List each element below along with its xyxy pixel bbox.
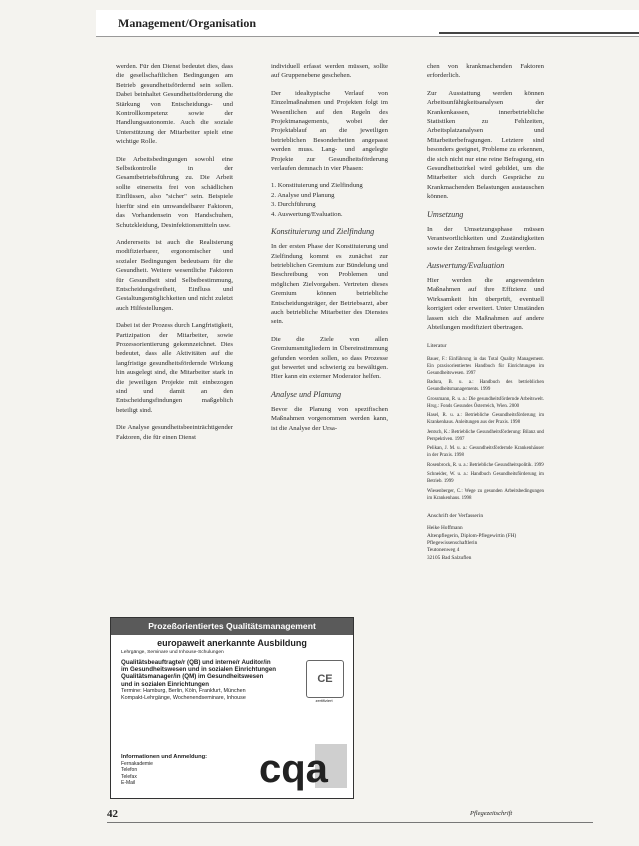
ad-program-line: und in sozialen Einrichtungen (121, 680, 210, 688)
ad-info-line: Telefon (121, 767, 138, 774)
references-list (427, 356, 544, 502)
ad-info-line: Telefax (121, 773, 137, 780)
ad-info-label: Informationen und Anmeldung: (121, 754, 208, 760)
ad-contact-info (121, 754, 221, 787)
reference-item: Schneider, W. u. a.: Handbuch Gesundheitsförderung im Betrieb. 1999 (427, 472, 544, 485)
badge-caption: zertifiziert (315, 698, 333, 703)
reference-item: Pelikan, J. M. u. a.: Gesundheitsfördernde Krankenhäuser in der Praxis. 1998 (427, 446, 544, 459)
list-item: 2. Analyse und Planung (271, 191, 335, 199)
subheading: Auswertung/Evaluation (427, 260, 505, 270)
author-address (427, 525, 544, 562)
address-line: Teutonenweg 4 (427, 547, 460, 554)
paragraph: Die Analyse gesundheitsbeeinträchtigender Faktoren, die für einen Dienst (116, 424, 233, 441)
list-item: 1. Konstituierung und Zielfindung (271, 182, 363, 190)
section-title: Management/Organisation (118, 16, 256, 30)
logo-text: cqa (259, 747, 328, 791)
paragraph: Bevor die Planung von spezifischen Maßnahmen vorgenommen werden kann, ist die Analyse der Ursa- (271, 405, 388, 432)
ad-program-line: Qualitätsbeauftragte/r (QB) und interne/r Auditor/in (121, 659, 271, 666)
paragraph: In der ersten Phase der Konstituierung und Zielfindung kommt es zunächst zur betrieblichen Gremium zur Bündelung und Beschreibung von Problemen und möglichen Zielvorgaben. Vertreten dieses Gremium können betriebliche Entscheidungsträger, der Betriebsarzt, aber auch betriebliche Mitarbeiter des Dienstes sein. (271, 243, 388, 326)
certification-badge: CE (306, 660, 344, 698)
list-item: 3. Durchführung (271, 201, 316, 209)
address-line: Pflegewissenschaftlerin (427, 539, 478, 546)
reference-item: Rosenbrock, R. u. a.: Betriebliche Gesundheitspolitik. 1999 (427, 462, 544, 468)
reference-item: Grossmann, R. u. a.: Die gesundheitsfördernde Arbeitswelt. Hrsg.: Fonds Gesundes Österreich, Wien. 2000 (427, 396, 544, 409)
header-rule (439, 32, 639, 34)
phase-list (271, 181, 388, 219)
address-line: 32105 Bad Salzuflen (427, 554, 472, 561)
journal-name: Pflegezeitschrift (470, 810, 513, 817)
paragraph: Hier werden die angewendeten Maßnahmen auf ihre Effizienz und Wirksamkeit hin überprüft, eventuell korrigiert oder erweitert. Unter Umständen lassen sich die Maßnahmen auf andere Abteilungen modifiziert übertragen. (427, 276, 544, 331)
page-number: 42 (107, 808, 118, 820)
ad-program-line: im Gesundheitswesen und in sozialen Einrichtungen (121, 666, 277, 674)
author-address-label: Anschrift der Verfasserin (427, 512, 484, 519)
paragraph: Zur Ausstattung werden können Arbeitsunfähigkeitsanalysen der Krankenkassen, innerbetriebliche Statistiken zu Fehlzeiten, Arbeitsplatzanalysen und Mitarbeiterbefragungen. Letztere sind besonders geeignet, Probleme zu erkennen, die sich nicht nur eine reine Befragung, ein Gesundheitszirkel wird gebildet, um die Mitarbeiter sich durch Gespräche zu Krankmachenden Belastungen austauschen können. (427, 89, 544, 201)
ad-programs (121, 659, 301, 702)
paragraph: individuell erfasst werden müssen, sollte auf Gruppenebene geschehen. (271, 63, 388, 80)
ad-info-line: Fernakademie (121, 760, 153, 767)
paragraph: Die die Ziele von allen Gremiumsmitgliedern in Übereinstimmung gefunden worden sollen, so dass Prozesse gut bewertet und schwierig zu bewältigen. Hier kann ein externer Moderator helfen. (271, 335, 388, 381)
footer-rule (107, 822, 593, 823)
subheading: Konstituierung und Zielfindung (271, 227, 375, 237)
subheading: Umsetzung (427, 209, 464, 219)
advertisement-box (110, 617, 354, 799)
ad-program-line: Termine: Hamburg, Berlin, Köln, Frankfurt, München (121, 687, 246, 694)
paragraph: chen von krankmachenden Faktoren erforderlich. (427, 63, 544, 80)
references-label: Literatur (427, 343, 447, 350)
ad-subtitle: europaweit anerkannte Ausbildung (157, 638, 307, 648)
reference-item: Jentsch, K.: Betriebliche Gesundheitsförderung: Bilanz und Perspektiven. 1997 (427, 429, 544, 442)
text-column-1 (116, 62, 233, 450)
address-line: Altenpflegerin, Diplom-Pflegewirtin (FH) (427, 532, 517, 539)
reference-item: Hasel, R. u. a.: Betriebliche Gesundheitsförderung im Krankenhaus. Anleitungen aus der Praxis. 1998 (427, 413, 544, 426)
subheading: Analyse und Planung (271, 389, 342, 399)
reference-item: Bauer, F.: Einführung in das Total Quality Management. Ein praxisorientiertes Handbuch für Einrichtungen im Gesundheitswesen. 1997 (427, 356, 544, 376)
reference-item: Badura, B. u. a.: Handbuch des betrieblichen Gesundheitsmanagements. 1999 (427, 380, 544, 393)
page-header (96, 10, 639, 37)
ad-program-line: Kompakt-Lehrgänge, Wochenendseminare, Inhouse (121, 695, 246, 702)
address-line: Heike Hoffmann (427, 525, 463, 532)
paragraph: Die Arbeitsbedingungen sowohl eine Selbstkontrolle in der Gesamtbetriebsführung zu. Die Arbeit sollte einerseits frei von schädlichen Einflüssen, also "sicher" sein. Beispiele hierfür sind ein umwandelbarer Faktoren, das Vorhandensein von Handschuhen, Schutzkleidung, Desinfektionsmitteln usw. (116, 155, 233, 229)
paragraph: Dabei ist der Prozess durch Langfristigkeit, Partizipation der Mitarbeiter, sowie Prozessorientierung gekennzeichnet. Dies bedeutet, dass alle Aktivitäten auf die langfristige gesundheitsfördernde Wirkung hin ausgelegt sind, die Mitarbeiter stark in die jeweiligen Projekte mit einbezogen sind und damit an den Entscheidungsfindungen maßgeblich beteiligt sind. (116, 322, 233, 414)
ad-info-line: E-Mail (121, 780, 136, 787)
paragraph: Der idealtypische Verlauf von Einzelmaßnahmen und Projekten folgt im Wesentlichen auf den Regeln des Projektmanagements, wobei der Projektablauf an die jeweiligen betrieblichen Besonderheiten angepasst werden muss. Lang- und angelegte Projekte zur Gesundheitsförderung verlaufen demnach in vier Phasen: (271, 89, 388, 173)
text-column-3 (427, 62, 544, 562)
paragraph: Andererseits ist auch die Realisierung modifizierbarer, ergonomischer und sozialer Bedingungen bedeutsam für die Gesundheit. Weitere wesentliche Faktoren für Gesundheit sind Selbstbestimmung, Entscheidungsfreiheit, Einfluss und Gestaltungsmöglichkeiten und nicht zuletzt auch Hilfestellungen. (116, 238, 233, 312)
paragraph: In der Umsetzungsphase müssen Verantwortlichkeiten und Zuständigkeiten sowie der Zeitrahmen festgelegt werden. (427, 225, 544, 252)
text-column-2 (271, 62, 388, 441)
cqa-logo (257, 740, 349, 792)
ad-description: Lehrgänge, Seminare und Inhouse-Schulungen (121, 650, 224, 655)
paragraph: werden. Für den Dienst bedeutet dies, dass die gesellschaftlichen Bedingungen am Betrieb gesundheitsfördernd sein sollen. Dabei beinhaltet Gesundheitsförderung die Stärkung von Entscheidungs- und Kontrollkompetenz sowie der Handlungsautonomie. Auch die soziale Unterstützung der Mitarbeiter spielt eine wichtige Rolle. (116, 63, 233, 146)
ad-program-line: Qualitätsmanager/in (QM) im Gesundheitswesen (121, 673, 264, 681)
ad-title: Prozeßorientiertes Qualitätsmanagement (111, 618, 353, 635)
reference-item: Wiesenberger, C.: Wege zu gesunden Arbeitsbedingungen im Krankenhaus. 1998 (427, 488, 544, 501)
list-item: 4. Auswertung/Evaluation. (271, 210, 343, 218)
